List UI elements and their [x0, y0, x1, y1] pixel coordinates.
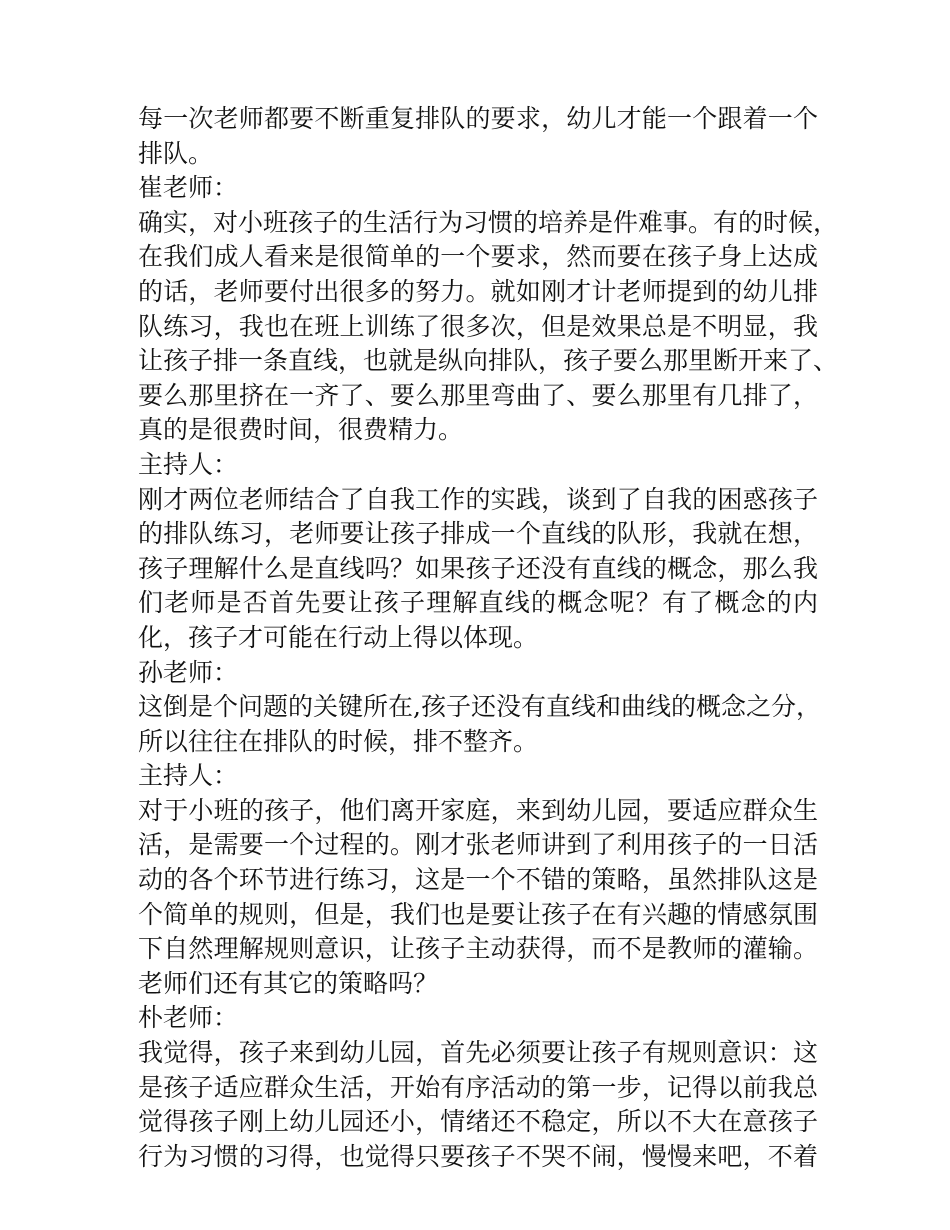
text-line: 的排队练习，老师要让孩子排成一个直线的队形，我就在想，	[138, 519, 818, 549]
text-line: 化，孩子才可能在行动上得以体现。	[138, 622, 539, 652]
text-line: 主持人：	[138, 449, 239, 479]
text-line: 要么那里挤在一齐了、要么那里弯曲了、要么那里有几排了，	[138, 380, 818, 410]
text-line: 是孩子适应群众生活，开始有序活动的第一步，记得以前我总	[138, 1072, 818, 1102]
text-line: 们老师是否首先要让孩子理解直线的概念呢？有了概念的内	[138, 588, 818, 618]
text-line: 崔老师：	[138, 173, 239, 203]
text-line: 活，是需要一个过程的。刚才张老师讲到了利用孩子的一日活	[138, 830, 818, 860]
text-line: 孙老师：	[138, 657, 239, 687]
text-line: 队练习，我也在班上训练了很多次，但是效果总是不明显，我	[138, 311, 818, 341]
text-line: 觉得孩子刚上幼儿园还小，情绪还不稳定，所以不大在意孩子	[138, 1107, 818, 1137]
text-line: 的话，老师要付出很多的努力。就如刚才计老师提到的幼儿排	[138, 276, 818, 306]
text-line: 动的各个环节进行练习，这是一个不错的策略，虽然排队这是	[138, 865, 818, 895]
text-line: 在我们成人看来是很简单的一个要求，然而要在孩子身上达成	[138, 242, 818, 272]
text-line: 下自然理解规则意识，让孩子主动获得，而不是教师的灌输。	[138, 934, 818, 964]
text-line: 确实，对小班孩子的生活行为习惯的培养是件难事。有的时候，	[138, 207, 839, 237]
document-body	[138, 102, 839, 1174]
text-line: 每一次老师都要不断重复排队的要求，幼儿才能一个跟着一个	[138, 104, 818, 133]
text-line: 主持人：	[138, 761, 239, 791]
text-line: 所以往往在排队的时候，排不整齐。	[138, 726, 539, 756]
text-line: 让孩子排一条直线，也就是纵向排队，孩子要么那里断开来了、	[138, 346, 839, 376]
text-line: 行为习惯的习得，也觉得只要孩子不哭不闹，慢慢来吧，不着	[138, 1141, 818, 1171]
text-line: 孩子理解什么是直线吗？如果孩子还没有直线的概念，那么我	[138, 553, 818, 583]
text-line: 这倒是个问题的关键所在,孩子还没有直线和曲线的概念之分，	[138, 692, 821, 722]
text-line: 对于小班的孩子，他们离开家庭，来到幼儿园，要适应群众生	[138, 795, 818, 825]
text-line: 老师们还有其它的策略吗？	[138, 968, 439, 998]
text-line: 我觉得，孩子来到幼儿园，首先必须要让孩子有规则意识：这	[138, 1038, 818, 1068]
text-line: 个简单的规则，但是，我们也是要让孩子在有兴趣的情感氛围	[138, 899, 818, 929]
text-line: 排队。	[138, 138, 214, 168]
text-line: 朴老师：	[138, 1003, 239, 1033]
text-line: 刚才两位老师结合了自我工作的实践，谈到了自我的困惑孩子	[138, 484, 818, 514]
text-line: 真的是很费时间，很费精力。	[138, 415, 464, 445]
